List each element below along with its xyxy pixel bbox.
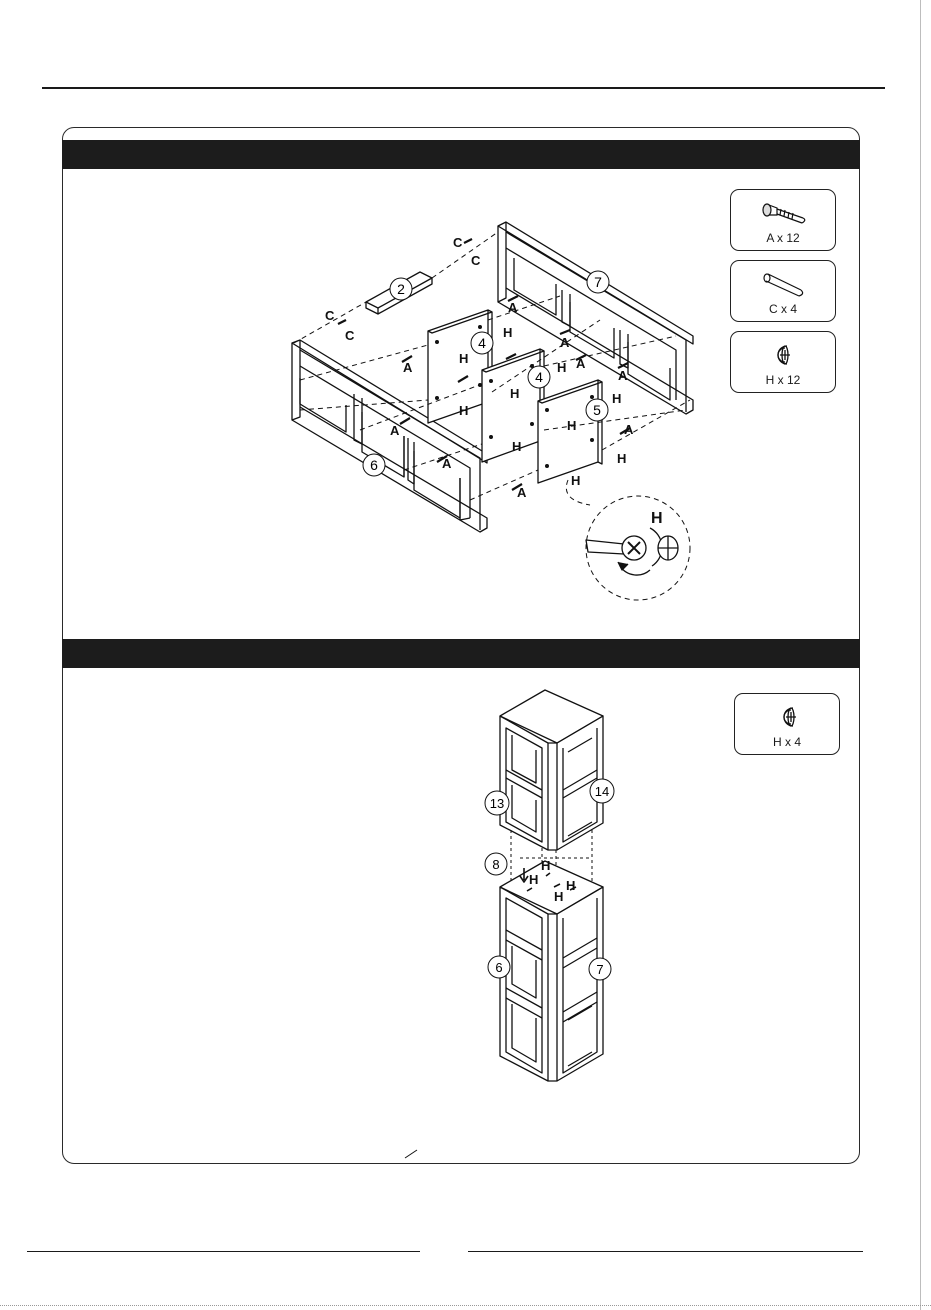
- letter-a: A: [390, 423, 400, 438]
- letter-a: A: [403, 360, 413, 375]
- letter-h: H: [512, 439, 522, 454]
- hardware-h-step2-label: H x 4: [772, 735, 801, 749]
- part-callout-6: [488, 956, 510, 978]
- callout-number: 13: [489, 796, 505, 811]
- hardware-c-label: C x 4: [768, 302, 797, 316]
- part-callout-13: [485, 791, 509, 815]
- callout-number: 14: [594, 784, 610, 799]
- letter-c: C: [325, 308, 335, 323]
- callout-number: 6: [370, 457, 378, 473]
- letter-c: C: [471, 253, 481, 268]
- callout-number: 4: [535, 369, 543, 385]
- letter-a: A: [624, 422, 634, 437]
- callout-number: 8: [492, 857, 500, 872]
- letter-a: A: [442, 456, 452, 471]
- upper-unit: [500, 690, 603, 850]
- letter-a: A: [517, 485, 527, 500]
- letter-h: H: [510, 386, 520, 401]
- part-callout-8: [485, 853, 507, 875]
- callout-number: 7: [596, 962, 604, 977]
- letter-a: A: [560, 335, 570, 350]
- letter-a: A: [618, 368, 628, 383]
- letter-h: H: [617, 451, 627, 466]
- callout-number: 7: [594, 274, 602, 290]
- letter-h: H: [529, 872, 539, 887]
- letter-h: H: [612, 391, 622, 406]
- part-callout-14: [590, 779, 614, 803]
- hardware-h-label: H x 12: [765, 373, 801, 387]
- letter-h: H: [567, 418, 577, 433]
- callout-number: 4: [478, 335, 486, 351]
- letter-h: H: [554, 889, 564, 904]
- hardware-a-label: A x 12: [766, 231, 800, 245]
- letter-h: H: [541, 858, 551, 873]
- letter-h: H: [503, 325, 513, 340]
- footer-rule-right: [468, 1251, 863, 1252]
- letter-h: H: [459, 403, 469, 418]
- page-bottom-dotted-line: [0, 1305, 931, 1306]
- footer-rule-left: [27, 1251, 420, 1252]
- lower-unit: [500, 861, 603, 1081]
- letter-a: A: [576, 356, 586, 371]
- detail-letter-h: H: [651, 510, 663, 527]
- letter-h: H: [459, 351, 469, 366]
- letter-h: H: [571, 473, 581, 488]
- letter-h: H: [566, 878, 576, 893]
- letter-c: C: [345, 328, 355, 343]
- callout-number: 2: [397, 281, 405, 297]
- letter-h: H: [557, 360, 567, 375]
- stray-mark: [405, 1150, 417, 1158]
- callout-number: 6: [495, 960, 503, 975]
- callout-number: 5: [593, 402, 601, 418]
- letter-c: C: [453, 235, 463, 250]
- part-callout-7: [589, 958, 611, 980]
- letter-a: A: [508, 300, 518, 315]
